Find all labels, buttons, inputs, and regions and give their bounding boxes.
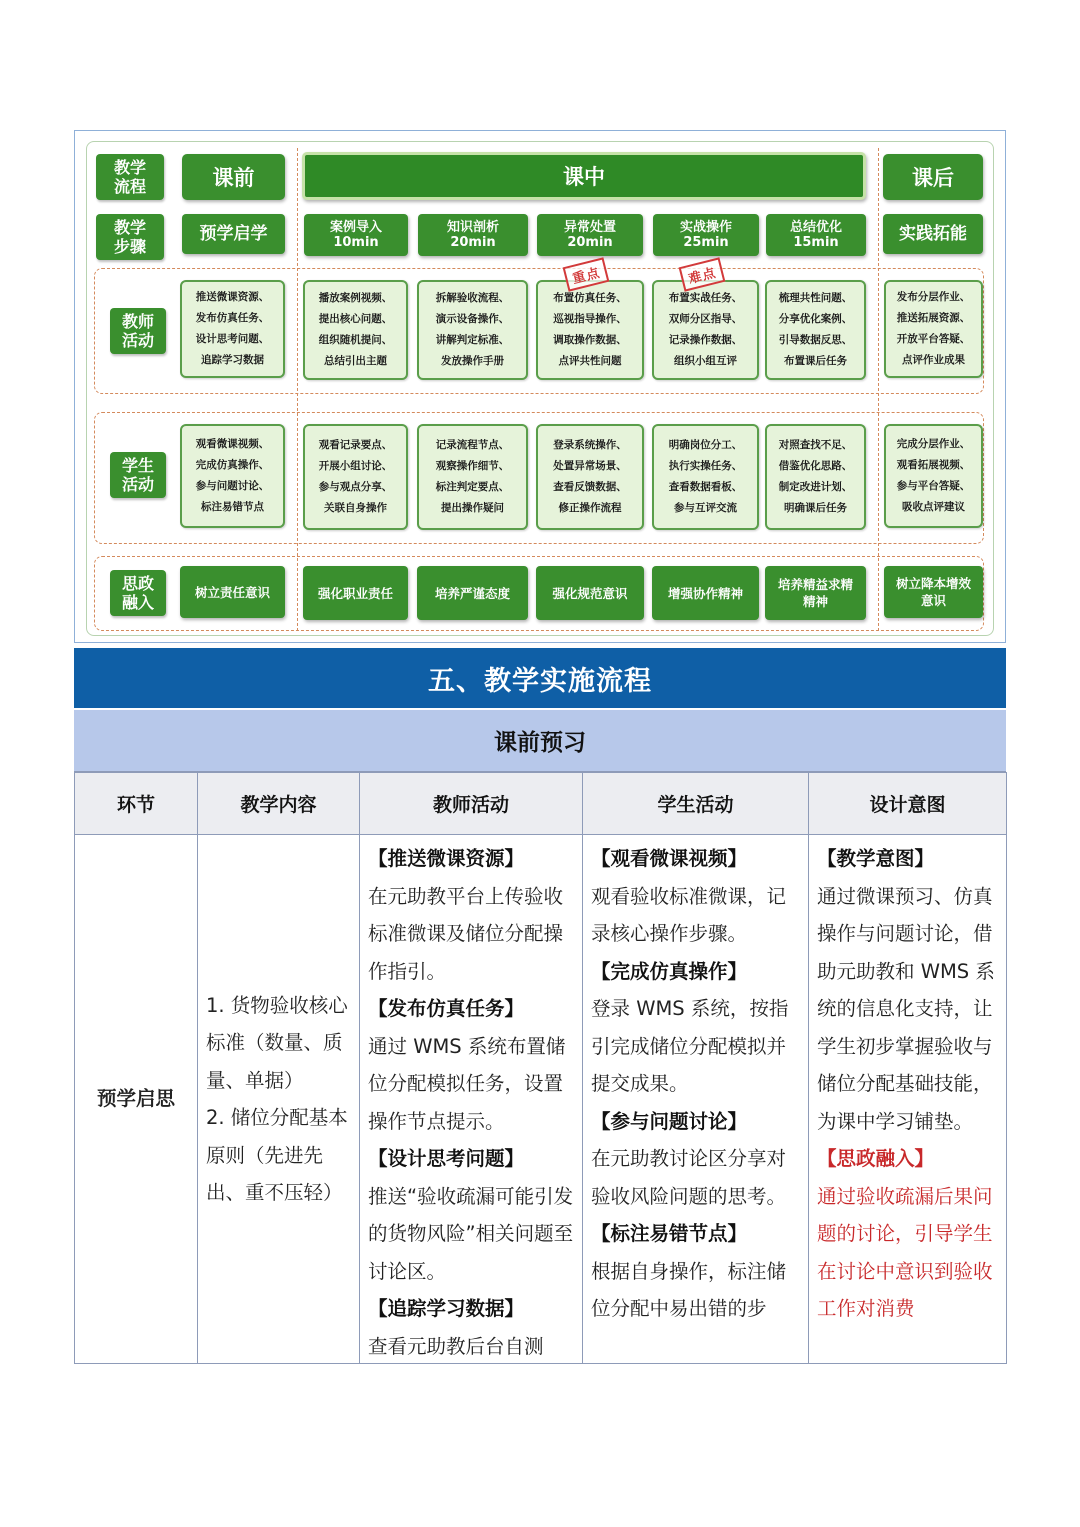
activity-line: 明确课后任务 (784, 502, 847, 514)
ideology-pre (180, 566, 285, 618)
activity-line: 追踪学习数据 (201, 354, 264, 366)
step-post-text: 实践拓能 (899, 223, 967, 244)
student-item-title: 【标注易错节点】 (591, 1222, 748, 1245)
activity-line: 拆解验收流程、 (435, 292, 510, 304)
content-text: 1. 货物验收核心标准（数量、质量、单据） 2. 储位分配基本原则（先进先出、重不压轻） (206, 993, 348, 1204)
activity-line: 发放操作手册 (441, 355, 504, 367)
ideology-text: 强化规范意识 (552, 585, 628, 601)
activity-line: 引导数据反思、 (778, 334, 853, 346)
ideology-text: 增强协作精神 (667, 585, 743, 601)
row-label-ideology (110, 570, 166, 616)
activity-line: 查看反馈数据、 (553, 481, 627, 493)
activity-line: 分享优化案例、 (778, 313, 853, 325)
teacher-activity-pre (180, 280, 285, 378)
activity-line: 组织小组互评 (674, 355, 737, 367)
implementation-table (74, 772, 1007, 1364)
student-cell-body (591, 840, 802, 1363)
phase-pre (182, 154, 285, 200)
activity-line: 观看拓展视频、 (896, 459, 971, 471)
activity-line: 梳理共性问题、 (778, 292, 853, 304)
table-header-row (75, 773, 1007, 835)
key-point-stamp: 重点 (563, 257, 610, 291)
activity-line: 推送微课资源、 (195, 291, 270, 303)
teacher-item-text: 查看元助教后台自测 (368, 1334, 544, 1358)
activity-line: 借鉴优化思路、 (778, 460, 853, 472)
row-label-student (110, 452, 166, 498)
activity-line: 参与观点分享、 (318, 481, 393, 493)
activity-line: 点评共性问题 (558, 355, 622, 367)
ideology-1 (303, 566, 408, 620)
activity-line: 参与互评交流 (674, 502, 737, 514)
teacher-activity-3 (536, 280, 644, 380)
student-activity-3 (536, 424, 644, 530)
student-item-text: 根据自身操作，标注储位分配中易出错的步 (591, 1259, 787, 1320)
row-label-steps-text: 教学 步骤 (113, 218, 146, 256)
activity-line: 巡视指导操作、 (553, 313, 627, 325)
student-item-title: 【观看微课视频】 (591, 847, 748, 870)
student-activity-1 (303, 424, 408, 530)
step-name: 异常处置 (563, 220, 616, 235)
step-post (883, 214, 983, 254)
student-item-text: 在元助教讨论区分享对验收风险问题的思考。 (591, 1147, 787, 1208)
activity-line: 处置异常场景、 (553, 460, 627, 472)
activity-line: 提出核心问题、 (318, 313, 393, 325)
design-cell-body (817, 840, 1000, 1363)
phase-pre-text: 课前 (212, 166, 255, 190)
teacher-item-title: 【设计思考问题】 (368, 1147, 525, 1170)
header-teacher: 教师活动 (360, 773, 583, 835)
section-title (74, 648, 1006, 708)
student-activity-2 (417, 424, 528, 530)
stage-cell: 预学启思 (75, 835, 198, 1364)
header-stage: 环节 (75, 773, 198, 835)
student-activity-5 (765, 424, 866, 530)
design-text: 通过微课预习、仿真操作与问题讨论，借助元助教和 WMS 系统的信息化支持，让学生初步掌握验收与储位分配基础技能，为课中学习铺垫。 (817, 884, 995, 1133)
teacher-activity-5 (765, 280, 866, 380)
activity-line: 调取操作数据、 (553, 334, 627, 346)
activity-line: 记录操作数据、 (668, 334, 743, 346)
teacher-item-title: 【推送微课资源】 (368, 847, 525, 870)
step-time: 20min (567, 235, 613, 250)
student-cell (583, 835, 809, 1364)
activity-line: 推送拓展资源、 (896, 312, 971, 324)
row-label-flow-text: 教学 流程 (113, 158, 146, 196)
row-label-flow (96, 154, 164, 200)
row-label-teacher-text: 教师 活动 (121, 312, 154, 350)
activity-line: 关联自身操作 (324, 502, 387, 514)
activity-line: 发布仿真任务、 (195, 312, 270, 324)
activity-line: 开展小组讨论、 (318, 460, 393, 472)
teacher-activity-1 (303, 280, 408, 380)
step-in-2 (418, 214, 528, 256)
diagram-frame (86, 141, 994, 636)
table-row (75, 835, 1007, 1364)
separator-in-post (878, 148, 879, 631)
activity-line: 制定改进计划、 (778, 481, 853, 493)
section-subtitle (74, 710, 1006, 772)
activity-line: 演示设备操作、 (435, 313, 510, 325)
teacher-item-title: 【发布仿真任务】 (368, 997, 525, 1020)
teacher-activity-post (884, 280, 983, 378)
ideology-text: 培养严谨态度 (434, 585, 510, 601)
header-content: 教学内容 (198, 773, 360, 835)
activity-line: 点评作业成果 (902, 354, 965, 366)
teacher-cell (360, 835, 583, 1364)
teacher-cell-body (368, 840, 576, 1363)
step-name: 知识剖析 (446, 220, 499, 235)
activity-line: 讲解判定标准、 (435, 334, 510, 346)
step-time: 25min (683, 235, 729, 250)
ideology-3 (536, 566, 644, 620)
activity-line: 双师分区指导、 (668, 313, 743, 325)
step-name: 案例导入 (329, 220, 382, 235)
design-cell (809, 835, 1007, 1364)
row-label-teacher (110, 308, 166, 354)
content-cell (198, 835, 360, 1364)
activity-line: 完成仿真操作、 (195, 459, 270, 471)
teacher-item-text: 通过 WMS 系统布置储位分配模拟任务，设置操作节点提示。 (368, 1034, 566, 1133)
difficult-point-stamp: 难点 (679, 257, 726, 291)
phase-post-text: 课后 (912, 166, 954, 190)
ideology-post (884, 566, 983, 618)
activity-line: 设计思考问题、 (195, 333, 270, 345)
activity-line: 参与问题讨论、 (195, 480, 270, 492)
activity-line: 布置仿真任务、 (553, 292, 627, 304)
student-activity-post (884, 424, 983, 528)
activity-line: 开放平台答疑、 (896, 333, 971, 345)
ideology-text: 树立责任意识 (194, 584, 270, 600)
activity-line: 布置课后任务 (784, 355, 847, 367)
step-in-5 (766, 214, 866, 256)
ideology-text: 通过验收疏漏后果问题的讨论，引导学生在讨论中意识到验收工作对消费 (817, 1184, 993, 1320)
student-activity-pre (180, 424, 285, 528)
activity-line: 明确岗位分工、 (668, 439, 743, 451)
separator-pre-in (297, 148, 298, 631)
ideology-2 (417, 566, 528, 620)
activity-line: 登录系统操作、 (553, 439, 627, 451)
activity-line: 参与平台答疑、 (896, 480, 971, 492)
activity-line: 完成分层作业、 (896, 438, 971, 450)
step-pre-text: 预学启学 (199, 223, 268, 244)
header-design: 设计意图 (809, 773, 1007, 835)
teacher-item-title: 【追踪学习数据】 (368, 1297, 525, 1320)
activity-line: 执行实操任务、 (668, 460, 743, 472)
activity-line: 观看微课视频、 (195, 438, 270, 450)
ideology-text: 树立降本增效 意识 (895, 576, 971, 608)
step-in-3 (537, 214, 643, 256)
teacher-activity-2 (417, 280, 528, 380)
step-name: 实战操作 (679, 220, 732, 235)
activity-line: 吸收点评建议 (902, 501, 965, 513)
teacher-item-text: 推送“验收疏漏可能引发的货物风险”相关问题至讨论区。 (368, 1184, 574, 1283)
activity-line: 观察操作细节、 (435, 460, 510, 472)
step-time: 15min (793, 235, 839, 250)
ideology-5 (765, 566, 866, 620)
section-title-text: 五、教学实施流程 (428, 665, 652, 697)
step-time: 10min (333, 235, 379, 250)
row-label-steps (96, 214, 164, 260)
activity-line: 播放案例视频、 (318, 292, 393, 304)
phase-in (302, 152, 866, 200)
activity-line: 组织随机提问、 (318, 334, 393, 346)
activity-line: 记录流程节点、 (435, 439, 510, 451)
student-item-title: 【完成仿真操作】 (591, 959, 748, 983)
ideology-4 (652, 566, 759, 620)
activity-line: 发布分层作业、 (896, 291, 971, 303)
teaching-flow-diagram (74, 130, 1006, 643)
activity-line: 总结引出主题 (324, 355, 387, 367)
phase-in-text: 课中 (563, 165, 605, 189)
ideology-text: 培养精益求精 精神 (777, 577, 853, 609)
student-item-text: 观看验收标准微课，记录核心操作步骤。 (591, 884, 787, 945)
step-name: 总结优化 (789, 220, 842, 235)
step-time: 20min (450, 235, 496, 250)
activity-line: 查看数据看板、 (668, 481, 743, 493)
step-pre (182, 214, 285, 254)
ideology-text: 强化职业责任 (317, 585, 393, 601)
row-label-ideology-text: 思政 融入 (121, 574, 154, 612)
design-title: 【教学意图】 (817, 847, 935, 870)
step-in-4 (653, 214, 759, 256)
activity-line: 标注易错节点 (201, 501, 264, 513)
activity-line: 修正操作流程 (558, 502, 622, 514)
teacher-item-text: 在元助教平台上传验收标准微课及储位分配操作指引。 (368, 884, 564, 983)
teacher-activity-4 (652, 280, 759, 380)
ideology-title: 【思政融入】 (817, 1147, 935, 1170)
row-label-student-text: 学生 活动 (121, 456, 154, 494)
student-item-title: 【参与问题讨论】 (591, 1109, 748, 1133)
student-activity-4 (652, 424, 759, 530)
step-in-1 (304, 214, 408, 256)
activity-line: 观看记录要点、 (318, 439, 393, 451)
activity-line: 布置实战任务、 (668, 292, 743, 304)
activity-line: 标注判定要点、 (435, 481, 510, 493)
section-subtitle-text: 课前预习 (494, 730, 586, 756)
phase-post (883, 154, 983, 200)
activity-line: 对照查找不足、 (778, 439, 853, 451)
student-item-text: 登录 WMS 系统，按指引完成储位分配模拟并提交成果。 (591, 997, 789, 1095)
activity-line: 提出操作疑问 (441, 502, 504, 514)
header-student: 学生活动 (583, 773, 809, 835)
